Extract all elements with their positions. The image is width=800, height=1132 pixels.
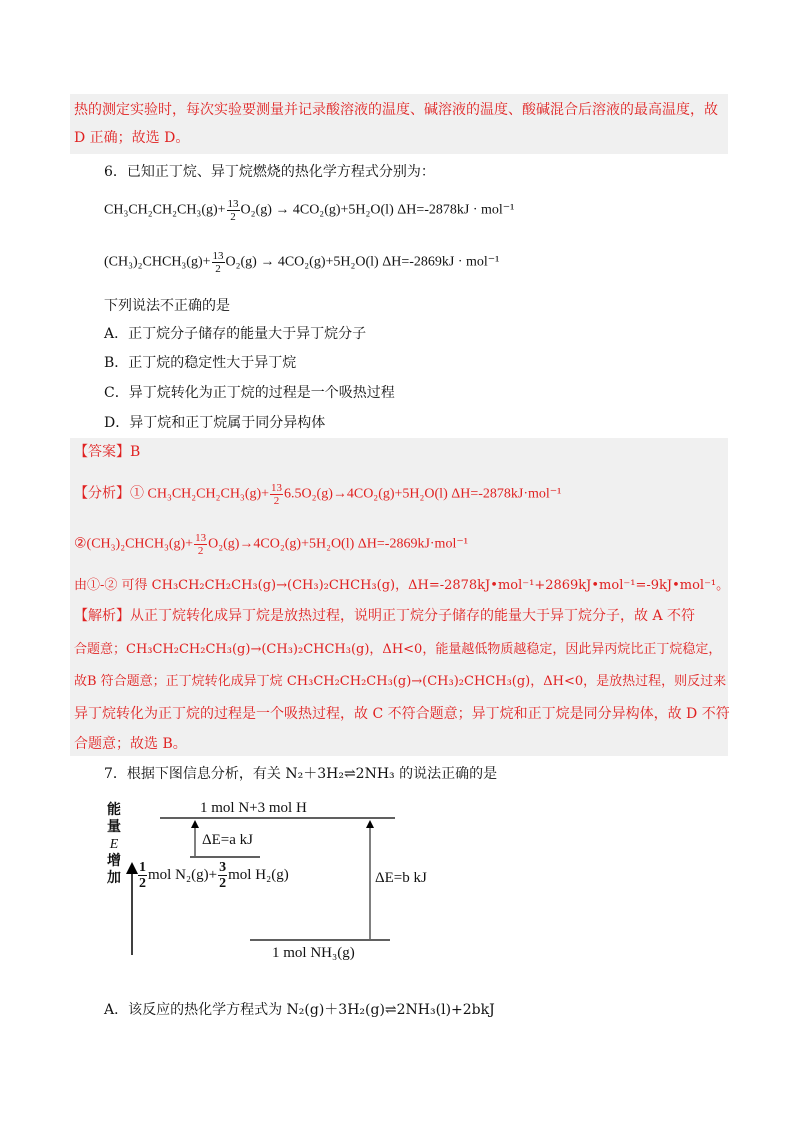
mid-mol-n2: mol N₂(g)+ (148, 866, 218, 883)
q6-option-d: D．异丁烷和正丁烷属于同分异构体 (104, 415, 326, 431)
q6-stem: 6．已知正丁烷、异丁烷燃烧的热化学方程式分别为： (104, 164, 435, 180)
analysis-eq1-right: 6.5O₂(g)→4CO₂(g)+5H₂O(l) ΔH=-2878kJ·mol⁻¹ (284, 486, 562, 502)
analysis-equation-1 (74, 482, 561, 507)
mid-mol-h2: mol H₂(g) (228, 866, 289, 883)
q6-prompt: 下列说法不正确的是 (104, 298, 230, 314)
analysis-label: 【分析】 (74, 486, 130, 502)
mid-frac-1 (138, 860, 147, 891)
analysis-eq2-left: ②(CH₃)₂CHCH₃(g)+ (74, 536, 194, 552)
analysis-eq2-fraction (194, 532, 207, 557)
energy-axis-label (104, 802, 124, 887)
mid-frac-2-num: 3 (219, 860, 227, 875)
explanation-line-2: 合题意；CH₃CH₂CH₂CH₃(g)→(CH₃)₂CHCH₃(g)，ΔH<0，能量越低物质越稳定，因此异丙烷比正丁烷稳定， (74, 642, 722, 657)
axis-char-2: 量 (107, 819, 121, 835)
q6-eq2-left: (CH₃)₂CHCH₃(g)+ (104, 254, 211, 270)
prev-explanation-line-1: 热的测定实验时，每次实验要测量并记录酸溶液的温度、碱溶液的温度、酸碱混合后溶液的最高温度，故 (74, 102, 718, 118)
explanation-line-3: 故B 符合题意；正丁烷转化成异丁烷 CH₃CH₂CH₂CH₃(g)→(CH₃)₂CHCH₃(g)，ΔH<0，是放热过程，则反过来 (74, 674, 727, 689)
energy-level-diagram (90, 800, 450, 975)
mid-frac-2-den: 2 (219, 876, 227, 891)
analysis-eq2-right: O₂(g)→4CO₂(g)+5H₂O(l) ΔH=-2869kJ·mol⁻¹ (208, 536, 468, 552)
q6-option-c: C．异丁烷转化为正丁烷的过程是一个吸热过程 (104, 385, 395, 401)
explanation-line-1: 【解析】从正丁烷转化成异丁烷是放热过程，说明正丁烷分子储存的能量大于异丁烷分子，故 A 不符 (74, 608, 696, 624)
q6-eq1-num: 13 (227, 198, 239, 210)
q6-eq2-den: 2 (215, 263, 221, 275)
explanation-line-5: 合题意；故选 B。 (74, 736, 187, 752)
mid-frac-1-den: 2 (139, 876, 146, 891)
analysis-eq2-num: 13 (195, 532, 207, 544)
q7-stem: 7．根据下图信息分析，有关 N₂＋3H₂⇌2NH₃ 的说法正确的是 (104, 766, 498, 782)
q6-eq1-den: 2 (230, 211, 236, 223)
axis-char-4: 增 (107, 853, 121, 869)
analysis-eq1-den: 2 (273, 495, 280, 507)
axis-char-3: E (109, 837, 119, 852)
analysis-result: 由①-② 可得 CH₃CH₂CH₂CH₃(g)→(CH₃)₂CHCH₃(g)，ΔH=-2878kJ•mol⁻¹+2869kJ•mol⁻¹=-9kJ•mol⁻¹。 (74, 578, 730, 593)
explanation-line-4: 异丁烷转化为正丁烷的过程是一个吸热过程，故 C 不符合题意；异丁烷和正丁烷是同分异构体，故 D 不符 (74, 706, 730, 722)
analysis-equation-2 (74, 532, 468, 557)
mid-frac-1-num: 1 (139, 860, 146, 875)
axis-char-1: 能 (107, 802, 121, 818)
q6-eq2-right: O₂(g) → 4CO₂(g)+5H₂O(l) ΔH=-2869kJ · mol⁻¹ (225, 254, 500, 270)
q6-equation-1 (104, 198, 514, 223)
q6-eq1-fraction (227, 198, 240, 223)
q6-equation-2 (104, 250, 499, 275)
q6-eq2-num: 13 (212, 250, 224, 262)
analysis-eq1-left: ① CH₃CH₂CH₂CH₃(g)+ (130, 486, 270, 502)
mid-frac-2 (218, 860, 227, 891)
delta-e-a-label: ΔE=a kJ (202, 832, 254, 848)
bottom-level-label: 1 mol NH₃(g) (272, 945, 355, 961)
q6-option-b: B．正丁烷的稳定性大于异丁烷 (104, 355, 297, 371)
top-level-label: 1 mol N+3 mol H (200, 800, 307, 816)
middle-level-label (137, 860, 289, 891)
answer-line: 【答案】B (74, 444, 141, 460)
analysis-eq1-fraction (270, 482, 283, 507)
axis-char-5: 加 (107, 870, 121, 886)
delta-e-b-label: ΔE=b kJ (375, 870, 427, 886)
q6-eq1-left: CH₃CH₂CH₂CH₃(g)+ (104, 202, 226, 218)
analysis-eq1-num: 13 (271, 482, 283, 494)
prev-explanation-line-2: D 正确；故选 D。 (74, 130, 190, 146)
q6-option-a: A．正丁烷分子储存的能量大于异丁烷分子 (104, 326, 367, 342)
q6-eq2-fraction (212, 250, 225, 275)
analysis-eq2-den: 2 (197, 545, 204, 557)
q6-eq1-right: O₂(g) → 4CO₂(g)+5H₂O(l) ΔH=-2878kJ · mol⁻¹ (240, 202, 515, 218)
q7-option-a: A．该反应的热化学方程式为 N₂(g)＋3H₂(g)⇌2NH₃(l)+2bkJ (104, 1002, 495, 1018)
